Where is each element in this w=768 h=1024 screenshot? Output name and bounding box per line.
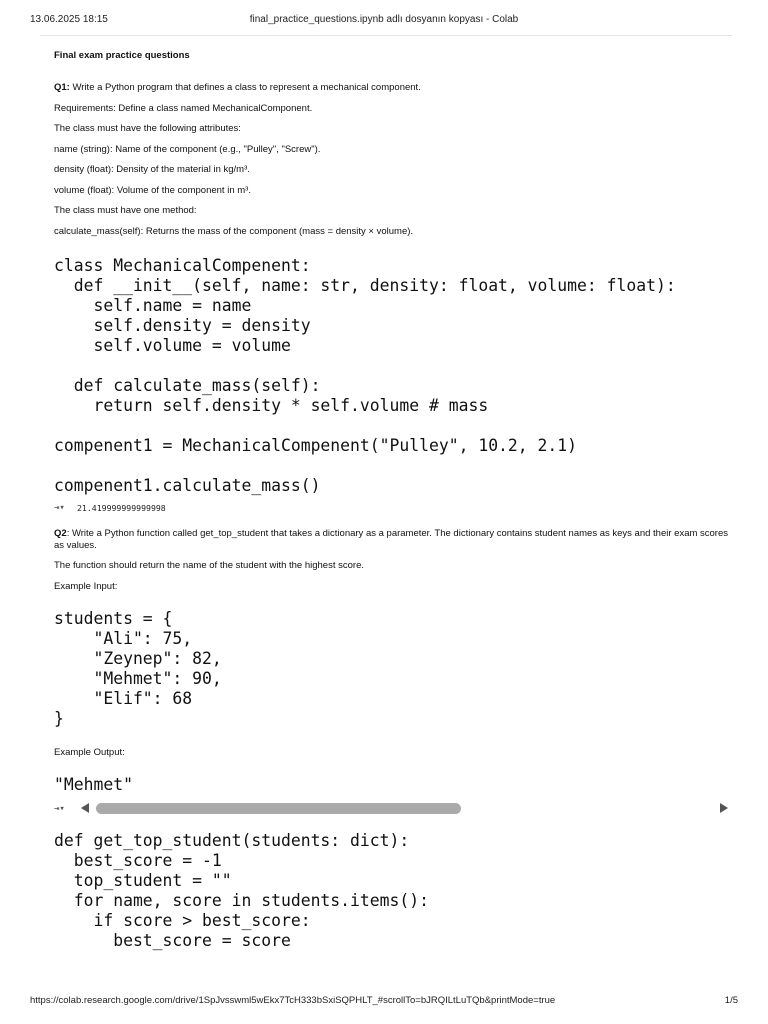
code-cell-calc[interactable]: compenent1.calculate_mass() xyxy=(54,475,321,495)
print-footer xyxy=(30,995,738,1009)
code-cell-function[interactable]: def get_top_student(students: dict): best_score = -1 top_student = "" for name, score in students.items(): if score > best_score: best_score = score xyxy=(54,830,429,950)
code-cell-instance[interactable]: compenent1 = MechanicalCompenent("Pulley", 10.2, 2.1) xyxy=(54,435,578,455)
q2-intro xyxy=(54,528,728,552)
code-cell-output-example[interactable]: "Mehmet" xyxy=(54,774,133,794)
scroll-right-arrow-icon[interactable] xyxy=(720,803,728,813)
q2-label: Q2 xyxy=(54,527,67,539)
output-value: 21.419999999999998 xyxy=(77,502,166,513)
example-output-label: Example Output: xyxy=(54,746,125,758)
q1-line: volume (float): Volume of the component in m³. xyxy=(54,184,251,196)
example-input-label: Example Input: xyxy=(54,580,118,592)
horizontal-scrollbar[interactable] xyxy=(96,803,714,814)
print-url: https://colab.research.google.com/drive/1SpJvsswml5wEkx7TcH333bSxiSQPHLT_#scrollTo=bJRQILtLuTQb&printMode=true xyxy=(30,995,556,1006)
output-toggle-icon[interactable]: ⇥▾ xyxy=(54,803,65,814)
output-scroll-row xyxy=(54,801,728,817)
print-page-number: 1/5 xyxy=(724,995,738,1006)
q2-intro-text: : Write a Python function called get_top_student that takes a dictionary as a parameter. The dictionary contains student names as keys and their exam scores as values. xyxy=(54,527,729,551)
code-cell-class[interactable]: class MechanicalCompenent: def __init__(self, name: str, density: float, volume: float): self.name = name self.density = density self.volume = volume def calculate_mass(self): return self.density * self.volume # mass xyxy=(54,255,676,415)
q2-line: The function should return the name of the student with the highest score. xyxy=(54,560,364,571)
q1-line: Requirements: Define a class named MechanicalComponent. xyxy=(54,102,313,114)
print-datetime: 13.06.2025 18:15 xyxy=(30,14,108,25)
print-header xyxy=(30,14,738,28)
notebook-content xyxy=(54,50,728,951)
q1-intro xyxy=(54,82,728,94)
q1-line: The class must have the following attributes: xyxy=(54,123,241,134)
q1-line: name (string): Name of the component (e.g., "Pulley", "Screw"). xyxy=(54,143,321,155)
print-title: final_practice_questions.ipynb adlı dosyanın kopyası - Colab xyxy=(249,14,519,25)
q1-line: The class must have one method: xyxy=(54,205,197,216)
output-toggle-icon[interactable]: ⇥▾ xyxy=(54,502,65,513)
notebook-heading: Final exam practice questions xyxy=(54,50,190,61)
cell-output xyxy=(54,502,728,516)
header-divider xyxy=(40,35,732,36)
q1-line: density (float): Density of the material in kg/m³. xyxy=(54,164,250,175)
scrollbar-thumb[interactable] xyxy=(96,803,461,814)
q1-line: calculate_mass(self): Returns the mass of the component (mass = density × volume). xyxy=(54,225,414,237)
q1-label: Q1: xyxy=(54,82,70,93)
q1-intro-text: Write a Python program that defines a class to represent a mechanical component. xyxy=(69,82,421,93)
code-cell-students[interactable]: students = { "Ali": 75, "Zeynep": 82, "Mehmet": 90, "Elif": 68 } xyxy=(54,608,222,728)
scroll-left-arrow-icon[interactable] xyxy=(81,803,89,813)
